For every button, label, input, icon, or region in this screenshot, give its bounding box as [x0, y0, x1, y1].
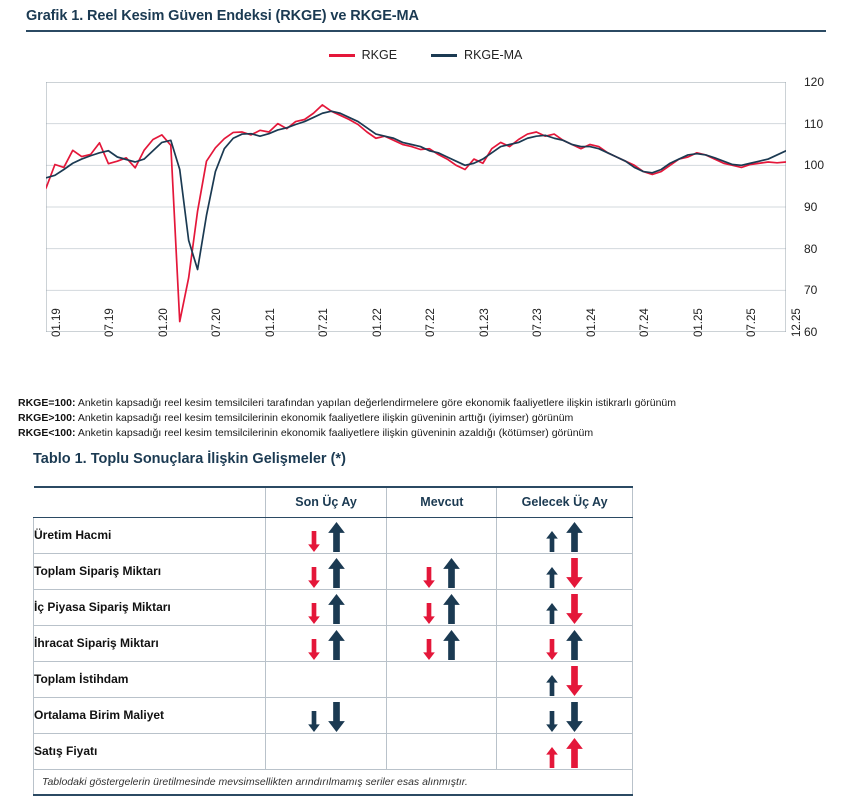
table-row — [34, 697, 633, 733]
summary-table — [33, 486, 633, 796]
arrow-shape — [566, 558, 583, 588]
legend-item-rkge — [329, 48, 397, 62]
x-axis-tick-label: 07.20 — [211, 308, 224, 337]
arrow-shape — [328, 630, 345, 660]
x-axis-labels — [46, 308, 803, 394]
arrow-down-icon — [566, 702, 583, 732]
arrow-up-icon — [546, 747, 558, 768]
arrow-group — [497, 734, 632, 768]
table-header-son-uc-ay: Son Üç Ay — [265, 487, 387, 517]
arrow-down-icon — [308, 711, 320, 732]
chart-footnotes — [18, 396, 833, 441]
arrow-group — [387, 698, 496, 732]
arrow-up-icon — [566, 522, 583, 552]
chart-legend — [0, 48, 851, 62]
arrow-group — [266, 698, 387, 732]
x-axis-tick-label: 12.25 — [791, 308, 803, 337]
arrow-cell — [265, 625, 387, 661]
arrow-group — [497, 554, 632, 588]
chart-title: Grafik 1. Reel Kesim Güven Endeksi (RKGE) ve RKGE-MA — [26, 8, 419, 24]
arrow-cell — [387, 517, 497, 553]
x-axis-tick-label: 07.24 — [639, 308, 652, 337]
x-axis-tick-label: 07.25 — [746, 308, 759, 337]
arrow-up-icon — [328, 594, 345, 624]
x-axis-tick-label: 07.23 — [532, 308, 545, 337]
y-axis-tick-label: 90 — [804, 200, 818, 214]
arrow-group — [497, 662, 632, 696]
row-label: Üretim Hacmi — [34, 517, 266, 553]
table-header-blank — [34, 487, 266, 517]
y-axis-labels — [794, 75, 834, 339]
arrow-shape — [328, 558, 345, 588]
arrow-up-icon — [328, 522, 345, 552]
arrow-cell — [387, 733, 497, 769]
arrow-shape — [566, 630, 583, 660]
row-label: Ortalama Birim Maliyet — [34, 697, 266, 733]
arrow-down-icon — [308, 639, 320, 660]
arrow-shape — [546, 567, 558, 588]
arrow-cell — [387, 661, 497, 697]
arrow-shape — [328, 702, 345, 732]
table-row — [34, 733, 633, 769]
footnote-line — [18, 411, 833, 426]
legend-swatch-icon — [431, 54, 457, 57]
arrow-group — [387, 554, 496, 588]
arrow-shape — [423, 567, 435, 588]
arrow-cell — [265, 733, 387, 769]
arrow-shape — [566, 702, 583, 732]
arrow-shape — [546, 531, 558, 552]
arrow-group — [387, 518, 496, 552]
arrow-cell — [265, 697, 387, 733]
arrow-shape — [443, 630, 460, 660]
arrow-up-icon — [443, 558, 460, 588]
legend-label: RKGE — [361, 48, 398, 62]
arrow-shape — [566, 594, 583, 624]
row-label: Satış Fiyatı — [34, 733, 266, 769]
row-label: İç Piyasa Sipariş Miktarı — [34, 589, 266, 625]
arrow-down-icon — [308, 603, 320, 624]
table-row — [34, 517, 633, 553]
arrow-group — [387, 590, 496, 624]
arrow-down-icon — [328, 702, 345, 732]
footnote-key: RKGE<100: — [18, 426, 76, 439]
chart-area — [26, 72, 826, 347]
arrow-group — [387, 662, 496, 696]
x-axis-tick-label: 01.25 — [692, 308, 705, 337]
x-axis-tick-label: 01.20 — [157, 308, 170, 337]
y-axis-tick-label: 120 — [804, 75, 825, 89]
y-axis-tick-label: 100 — [804, 158, 825, 173]
arrow-cell — [497, 733, 633, 769]
y-axis-tick-label: 70 — [804, 283, 818, 298]
arrow-shape — [308, 639, 320, 660]
arrow-cell — [497, 553, 633, 589]
arrow-up-icon — [328, 630, 345, 660]
footnote-text: Anketin kapsadığı reel kesim temsilcileri tarafından yapılan değerlendirmelere göre ekonomik faaliyetlere ilişkin istikrarlı görünüm — [75, 397, 677, 409]
x-axis-tick-label: 07.22 — [425, 308, 438, 337]
table-header-mevcut: Mevcut — [387, 487, 497, 517]
table-row — [34, 625, 633, 661]
x-axis-tick-label: 07.19 — [104, 308, 117, 337]
arrow-group — [266, 662, 387, 696]
arrow-group — [266, 554, 387, 588]
arrow-shape — [308, 711, 320, 732]
arrow-up-icon — [546, 603, 558, 624]
title-divider — [26, 30, 826, 32]
arrow-shape — [546, 639, 558, 660]
arrow-up-icon — [566, 738, 583, 768]
table-footnote-row — [34, 769, 633, 795]
row-label: Toplam İstihdam — [34, 661, 266, 697]
y-axis-tick-label: 110 — [804, 116, 824, 131]
arrow-group — [266, 518, 387, 552]
table-row — [34, 661, 633, 697]
arrow-group — [266, 626, 387, 660]
table-footnote: Tablodaki göstergelerin üretilmesinde mevsimsellikten arındırılmamış seriler esas alınmıştır. — [34, 769, 633, 795]
arrow-cell — [265, 589, 387, 625]
table-row — [34, 589, 633, 625]
y-axis-tick-label: 60 — [804, 325, 818, 339]
arrow-group — [387, 626, 496, 660]
arrow-down-icon — [308, 567, 320, 588]
arrow-group — [497, 626, 632, 660]
arrow-down-icon — [423, 603, 435, 624]
legend-label: RKGE-MA — [464, 48, 523, 62]
arrow-up-icon — [566, 630, 583, 660]
arrow-cell — [387, 589, 497, 625]
arrow-shape — [308, 531, 320, 552]
series-line-rkge-ma — [46, 111, 786, 269]
footnote-key: RKGE>100: — [18, 411, 76, 424]
arrow-cell — [387, 697, 497, 733]
arrow-cell — [497, 625, 633, 661]
arrow-down-icon — [308, 531, 320, 552]
arrow-down-icon — [566, 558, 583, 588]
series-line-rkge — [46, 105, 786, 322]
arrow-group — [497, 590, 632, 624]
arrow-group — [266, 590, 387, 624]
arrow-up-icon — [443, 594, 460, 624]
row-label: Toplam Sipariş Miktarı — [34, 553, 266, 589]
x-axis-tick-label: 07.21 — [318, 308, 331, 337]
arrow-cell — [497, 661, 633, 697]
arrow-cell — [265, 517, 387, 553]
arrow-shape — [566, 738, 583, 768]
table-row — [34, 553, 633, 589]
row-label: İhracat Sipariş Miktarı — [34, 625, 266, 661]
arrow-cell — [387, 625, 497, 661]
footnote-key: RKGE=100: — [18, 397, 76, 409]
arrow-shape — [423, 639, 435, 660]
arrow-up-icon — [328, 558, 345, 588]
footnote-line — [18, 396, 833, 411]
arrow-up-icon — [546, 531, 558, 552]
arrow-cell — [497, 517, 633, 553]
arrow-shape — [546, 675, 558, 696]
table-header-gelecek-uc-ay: Gelecek Üç Ay — [497, 487, 633, 517]
arrow-down-icon — [423, 639, 435, 660]
x-axis-tick-label: 01.24 — [585, 308, 598, 337]
arrow-group — [497, 698, 632, 732]
arrow-shape — [423, 603, 435, 624]
x-axis-tick-label: 01.21 — [264, 308, 277, 337]
arrow-group — [266, 734, 387, 768]
arrow-up-icon — [546, 567, 558, 588]
x-axis-tick-label: 01.22 — [371, 308, 384, 337]
arrow-down-icon — [546, 711, 558, 732]
x-axis-tick-label: 01.19 — [51, 308, 63, 337]
legend-item-rkge-ma — [431, 48, 522, 62]
arrow-cell — [497, 589, 633, 625]
footnote-line — [18, 426, 833, 441]
arrow-shape — [328, 522, 345, 552]
arrow-down-icon — [546, 639, 558, 660]
arrow-shape — [443, 558, 460, 588]
arrow-group — [387, 734, 496, 768]
arrow-cell — [265, 553, 387, 589]
arrow-cell — [265, 661, 387, 697]
arrow-down-icon — [423, 567, 435, 588]
y-axis-tick-label: 80 — [804, 241, 818, 256]
arrow-cell — [497, 697, 633, 733]
arrow-shape — [566, 522, 583, 552]
arrow-shape — [546, 603, 558, 624]
line-chart-plot — [46, 82, 786, 332]
arrow-cell — [387, 553, 497, 589]
x-axis-tick-label: 01.23 — [478, 308, 491, 337]
arrow-shape — [328, 594, 345, 624]
arrow-up-icon — [546, 675, 558, 696]
arrow-down-icon — [566, 666, 583, 696]
arrow-up-icon — [443, 630, 460, 660]
table-header-row — [34, 487, 633, 517]
arrow-shape — [546, 747, 558, 768]
arrow-shape — [308, 603, 320, 624]
arrow-shape — [308, 567, 320, 588]
table-body — [34, 517, 633, 769]
arrow-shape — [566, 666, 583, 696]
arrow-group — [497, 518, 632, 552]
arrow-shape — [546, 711, 558, 732]
footnote-text: Anketin kapsadığı reel kesim temsilcilerinin ekonomik faaliyetlere ilişkin güveninin azaldığı (kötümser) görünüm — [75, 426, 594, 439]
table-title: Tablo 1. Toplu Sonuçlara İlişkin Gelişmeler (*) — [33, 451, 346, 467]
legend-swatch-icon — [329, 54, 355, 57]
footnote-text: Anketin kapsadığı reel kesim temsilcilerinin ekonomik faaliyetlere ilişkin güveninin arttığı (iyimser) görünüm — [75, 411, 574, 424]
arrow-shape — [443, 594, 460, 624]
arrow-down-icon — [566, 594, 583, 624]
